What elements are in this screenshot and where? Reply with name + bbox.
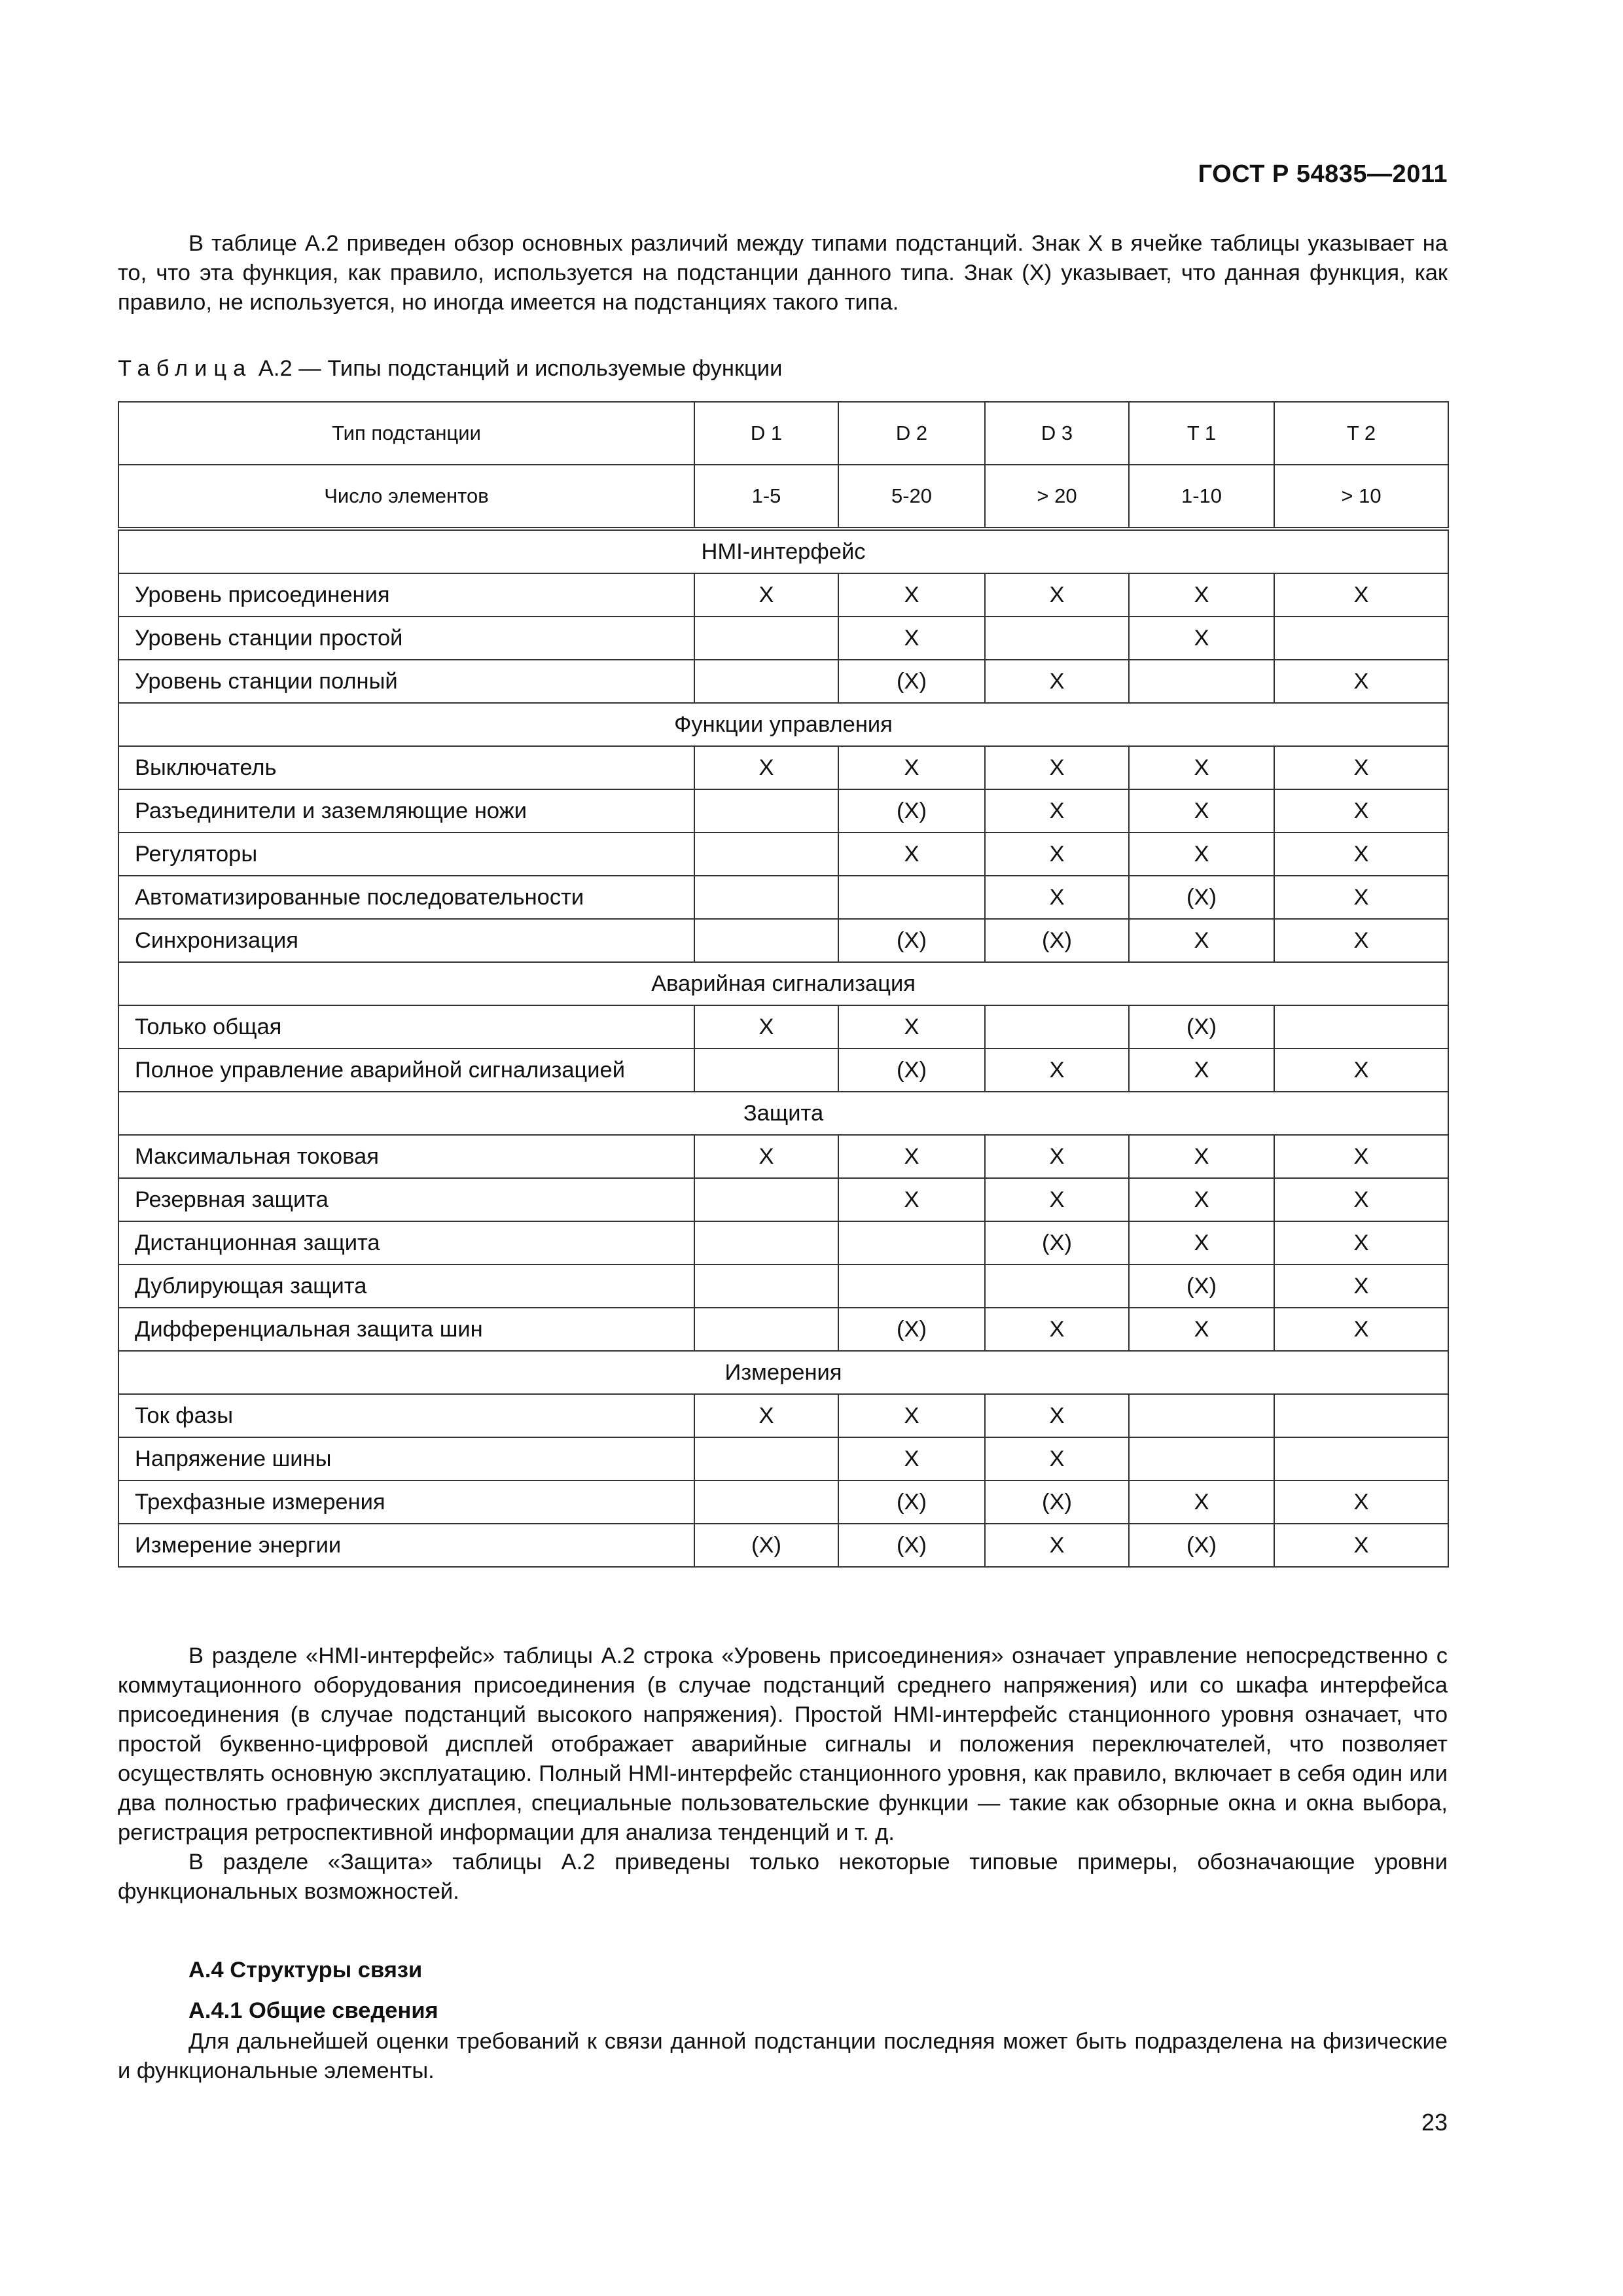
section-heading: А.4 Структуры связи	[188, 1958, 423, 1982]
row-label-cell: Синхронизация	[118, 919, 694, 962]
table-row	[118, 1524, 1448, 1567]
value-cell: (X)	[838, 919, 985, 962]
page-number: 23	[1421, 2109, 1448, 2136]
value-cell	[838, 1265, 985, 1308]
value-cell: (X)	[1129, 1265, 1274, 1308]
value-cell: X	[985, 876, 1129, 919]
value-cell	[694, 789, 838, 833]
row-label-cell: Число элементов	[118, 465, 694, 529]
value-cell: (X)	[985, 919, 1129, 962]
section-row	[118, 1092, 1448, 1135]
value-cell: D 2	[838, 402, 985, 465]
value-cell	[694, 617, 838, 660]
row-label-cell: Регуляторы	[118, 833, 694, 876]
value-cell: X	[1274, 833, 1448, 876]
table-row	[118, 1178, 1448, 1221]
value-cell	[694, 1265, 838, 1308]
value-cell: X	[1274, 573, 1448, 617]
row-label-cell: Дистанционная защита	[118, 1221, 694, 1265]
value-cell	[694, 660, 838, 703]
value-cell: (X)	[838, 1049, 985, 1092]
section-title-cell: Измерения	[118, 1351, 1448, 1394]
value-cell	[694, 833, 838, 876]
value-cell: X	[1274, 746, 1448, 789]
value-cell: X	[985, 1308, 1129, 1351]
value-cell: X	[1129, 1049, 1274, 1092]
value-cell: D 1	[694, 402, 838, 465]
value-cell	[1129, 1437, 1274, 1480]
row-label-cell: Дублирующая защита	[118, 1265, 694, 1308]
row-label-cell: Только общая	[118, 1005, 694, 1049]
value-cell	[1274, 1005, 1448, 1049]
value-cell: X	[1274, 1480, 1448, 1524]
value-cell: X	[1274, 660, 1448, 703]
value-cell: X	[838, 833, 985, 876]
value-cell: X	[1129, 617, 1274, 660]
value-cell: (X)	[838, 1308, 985, 1351]
row-label-cell: Автоматизированные последовательности	[118, 876, 694, 919]
row-label-cell: Дифференциальная защита шин	[118, 1308, 694, 1351]
value-cell: X	[1129, 789, 1274, 833]
value-cell: X	[1274, 876, 1448, 919]
table-caption-dash: —	[298, 356, 321, 381]
row-label-cell: Выключатель	[118, 746, 694, 789]
row-label-cell: Резервная защита	[118, 1178, 694, 1221]
value-cell: X	[985, 1524, 1129, 1567]
section-row	[118, 1351, 1448, 1394]
row-label-cell: Уровень станции простой	[118, 617, 694, 660]
value-cell: X	[694, 1394, 838, 1437]
value-cell: X	[985, 746, 1129, 789]
value-cell: X	[838, 573, 985, 617]
value-cell: X	[838, 1437, 985, 1480]
value-cell: X	[1129, 833, 1274, 876]
value-cell: X	[838, 1178, 985, 1221]
value-cell: X	[985, 833, 1129, 876]
paragraph: Для дальнейшей оценки требований к связи данной подстанции последняя может быть подразделена на физические и функциональные элементы.	[118, 2029, 1448, 2083]
value-cell: X	[1274, 1265, 1448, 1308]
table-row	[118, 1308, 1448, 1351]
row-label-cell: Измерение энергии	[118, 1524, 694, 1567]
after-table-text	[118, 1641, 1448, 1907]
value-cell: X	[1274, 1308, 1448, 1351]
section-title-cell: Функции управления	[118, 703, 1448, 746]
value-cell: (X)	[694, 1524, 838, 1567]
substation-functions-table	[118, 401, 1449, 1568]
value-cell: 5-20	[838, 465, 985, 529]
value-cell	[1129, 660, 1274, 703]
value-cell: X	[694, 1005, 838, 1049]
row-label-cell: Полное управление аварийной сигнализацией	[118, 1049, 694, 1092]
table-row	[118, 1265, 1448, 1308]
value-cell: X	[1274, 1524, 1448, 1567]
header-row-count	[118, 465, 1448, 529]
value-cell: X	[838, 746, 985, 789]
value-cell: 1-10	[1129, 465, 1274, 529]
value-cell	[1274, 1437, 1448, 1480]
value-cell	[694, 1221, 838, 1265]
value-cell: X	[985, 573, 1129, 617]
value-cell: X	[838, 617, 985, 660]
value-cell: X	[1274, 789, 1448, 833]
value-cell	[694, 876, 838, 919]
value-cell: X	[1129, 919, 1274, 962]
value-cell: X	[985, 1135, 1129, 1178]
value-cell: X	[985, 1178, 1129, 1221]
value-cell: D 3	[985, 402, 1129, 465]
value-cell: X	[694, 746, 838, 789]
table-row	[118, 573, 1448, 617]
table-row	[118, 876, 1448, 919]
table-row	[118, 833, 1448, 876]
value-cell: T 2	[1274, 402, 1448, 465]
row-label-cell: Ток фазы	[118, 1394, 694, 1437]
value-cell	[1274, 1394, 1448, 1437]
value-cell: X	[1274, 919, 1448, 962]
table-row	[118, 1049, 1448, 1092]
table-row	[118, 1394, 1448, 1437]
row-label-cell: Максимальная токовая	[118, 1135, 694, 1178]
value-cell	[838, 1221, 985, 1265]
value-cell: X	[1129, 1308, 1274, 1351]
value-cell	[694, 1480, 838, 1524]
value-cell: (X)	[1129, 876, 1274, 919]
value-cell: X	[985, 789, 1129, 833]
table-row	[118, 919, 1448, 962]
value-cell: X	[985, 1437, 1129, 1480]
value-cell: X	[838, 1394, 985, 1437]
table-row	[118, 617, 1448, 660]
value-cell: X	[985, 660, 1129, 703]
table-caption-number: А.2	[258, 356, 293, 381]
paragraph: В разделе «HMI-интерфейс» таблицы А.2 строка «Уровень присоединения» означает управление непосредственно с коммутационного оборудования присоединения (в случае подстанций среднего напряжения) или со шкафа интерфейса присоединения (в случае подстанций высокого напряжения). Простой HMI-интерфейс станционного уровня означает, что простой буквенно-цифровой дисплей отображает аварийные сигналы и положения переключателей, что позволяет осуществлять основную эксплуатацию. Полный HMI-интерфейс станционного уровня, как правило, включает в себя один или два полностью графических дисплея, специальные пользовательские функции — такие как обзорные окна и окна выбора, регистрация ретроспективной информации для анализа тенденций и т. д.	[118, 1643, 1448, 1845]
table-row	[118, 1480, 1448, 1524]
value-cell	[1274, 617, 1448, 660]
value-cell: X	[985, 1049, 1129, 1092]
section-title-cell: Аварийная сигнализация	[118, 962, 1448, 1005]
table-row	[118, 1437, 1448, 1480]
table-caption-prefix: Таблица	[118, 356, 253, 381]
paragraph: В разделе «Защита» таблицы А.2 приведены только некоторые типовые примеры, обозначающие уровни функциональных возможностей.	[118, 1850, 1448, 1904]
row-label-cell: Уровень станции полный	[118, 660, 694, 703]
value-cell: X	[838, 1135, 985, 1178]
value-cell: T 1	[1129, 402, 1274, 465]
table-row	[118, 1221, 1448, 1265]
value-cell: X	[1129, 1480, 1274, 1524]
value-cell: (X)	[985, 1221, 1129, 1265]
value-cell: X	[1129, 573, 1274, 617]
section-row	[118, 962, 1448, 1005]
document-id-header: ГОСТ Р 54835—2011	[1198, 160, 1448, 188]
table-row	[118, 1135, 1448, 1178]
table-row	[118, 660, 1448, 703]
value-cell	[838, 876, 985, 919]
value-cell: (X)	[985, 1480, 1129, 1524]
row-label-cell: Тип подстанции	[118, 402, 694, 465]
table-row	[118, 1005, 1448, 1049]
value-cell: X	[1129, 1135, 1274, 1178]
value-cell: X	[838, 1005, 985, 1049]
value-cell: > 10	[1274, 465, 1448, 529]
row-label-cell: Уровень присоединения	[118, 573, 694, 617]
row-label-cell: Трехфазные измерения	[118, 1480, 694, 1524]
value-cell	[694, 1178, 838, 1221]
value-cell	[694, 919, 838, 962]
header-row-type	[118, 402, 1448, 465]
value-cell: X	[694, 1135, 838, 1178]
value-cell: X	[1129, 1178, 1274, 1221]
value-cell: X	[1274, 1178, 1448, 1221]
value-cell: X	[985, 1394, 1129, 1437]
value-cell: (X)	[1129, 1005, 1274, 1049]
value-cell: 1-5	[694, 465, 838, 529]
section-row	[118, 703, 1448, 746]
table-caption	[118, 354, 782, 384]
value-cell: X	[1274, 1135, 1448, 1178]
row-label-cell: Разъединители и заземляющие ножи	[118, 789, 694, 833]
value-cell	[694, 1308, 838, 1351]
value-cell: (X)	[838, 660, 985, 703]
section-title-cell: HMI-интерфейс	[118, 529, 1448, 573]
intro-text: В таблице А.2 приведен обзор основных различий между типами подстанций. Знак X в ячейке таблицы указывает на то, что эта функция, как правило, используется на подстанции данного типа. Знак (X) указывает, что данная функция, как правило, не используется, но иногда имеется на подстанциях такого типа.	[118, 231, 1448, 315]
value-cell: X	[1274, 1221, 1448, 1265]
intro-paragraph	[118, 229, 1448, 317]
table-row	[118, 789, 1448, 833]
value-cell	[694, 1049, 838, 1092]
value-cell	[985, 1265, 1129, 1308]
value-cell	[985, 1005, 1129, 1049]
value-cell	[694, 1437, 838, 1480]
final-paragraph	[118, 2027, 1448, 2086]
value-cell: X	[694, 573, 838, 617]
subsection-heading: А.4.1 Общие сведения	[188, 1998, 438, 2023]
value-cell: X	[1129, 1221, 1274, 1265]
value-cell: (X)	[1129, 1524, 1274, 1567]
value-cell: (X)	[838, 1480, 985, 1524]
value-cell	[985, 617, 1129, 660]
value-cell: (X)	[838, 789, 985, 833]
value-cell: X	[1129, 746, 1274, 789]
value-cell: X	[1274, 1049, 1448, 1092]
value-cell: > 20	[985, 465, 1129, 529]
value-cell: (X)	[838, 1524, 985, 1567]
section-row	[118, 529, 1448, 573]
section-title-cell: Защита	[118, 1092, 1448, 1135]
table-caption-title: Типы подстанций и используемые функции	[327, 356, 783, 381]
value-cell	[1129, 1394, 1274, 1437]
table-row	[118, 746, 1448, 789]
row-label-cell: Напряжение шины	[118, 1437, 694, 1480]
